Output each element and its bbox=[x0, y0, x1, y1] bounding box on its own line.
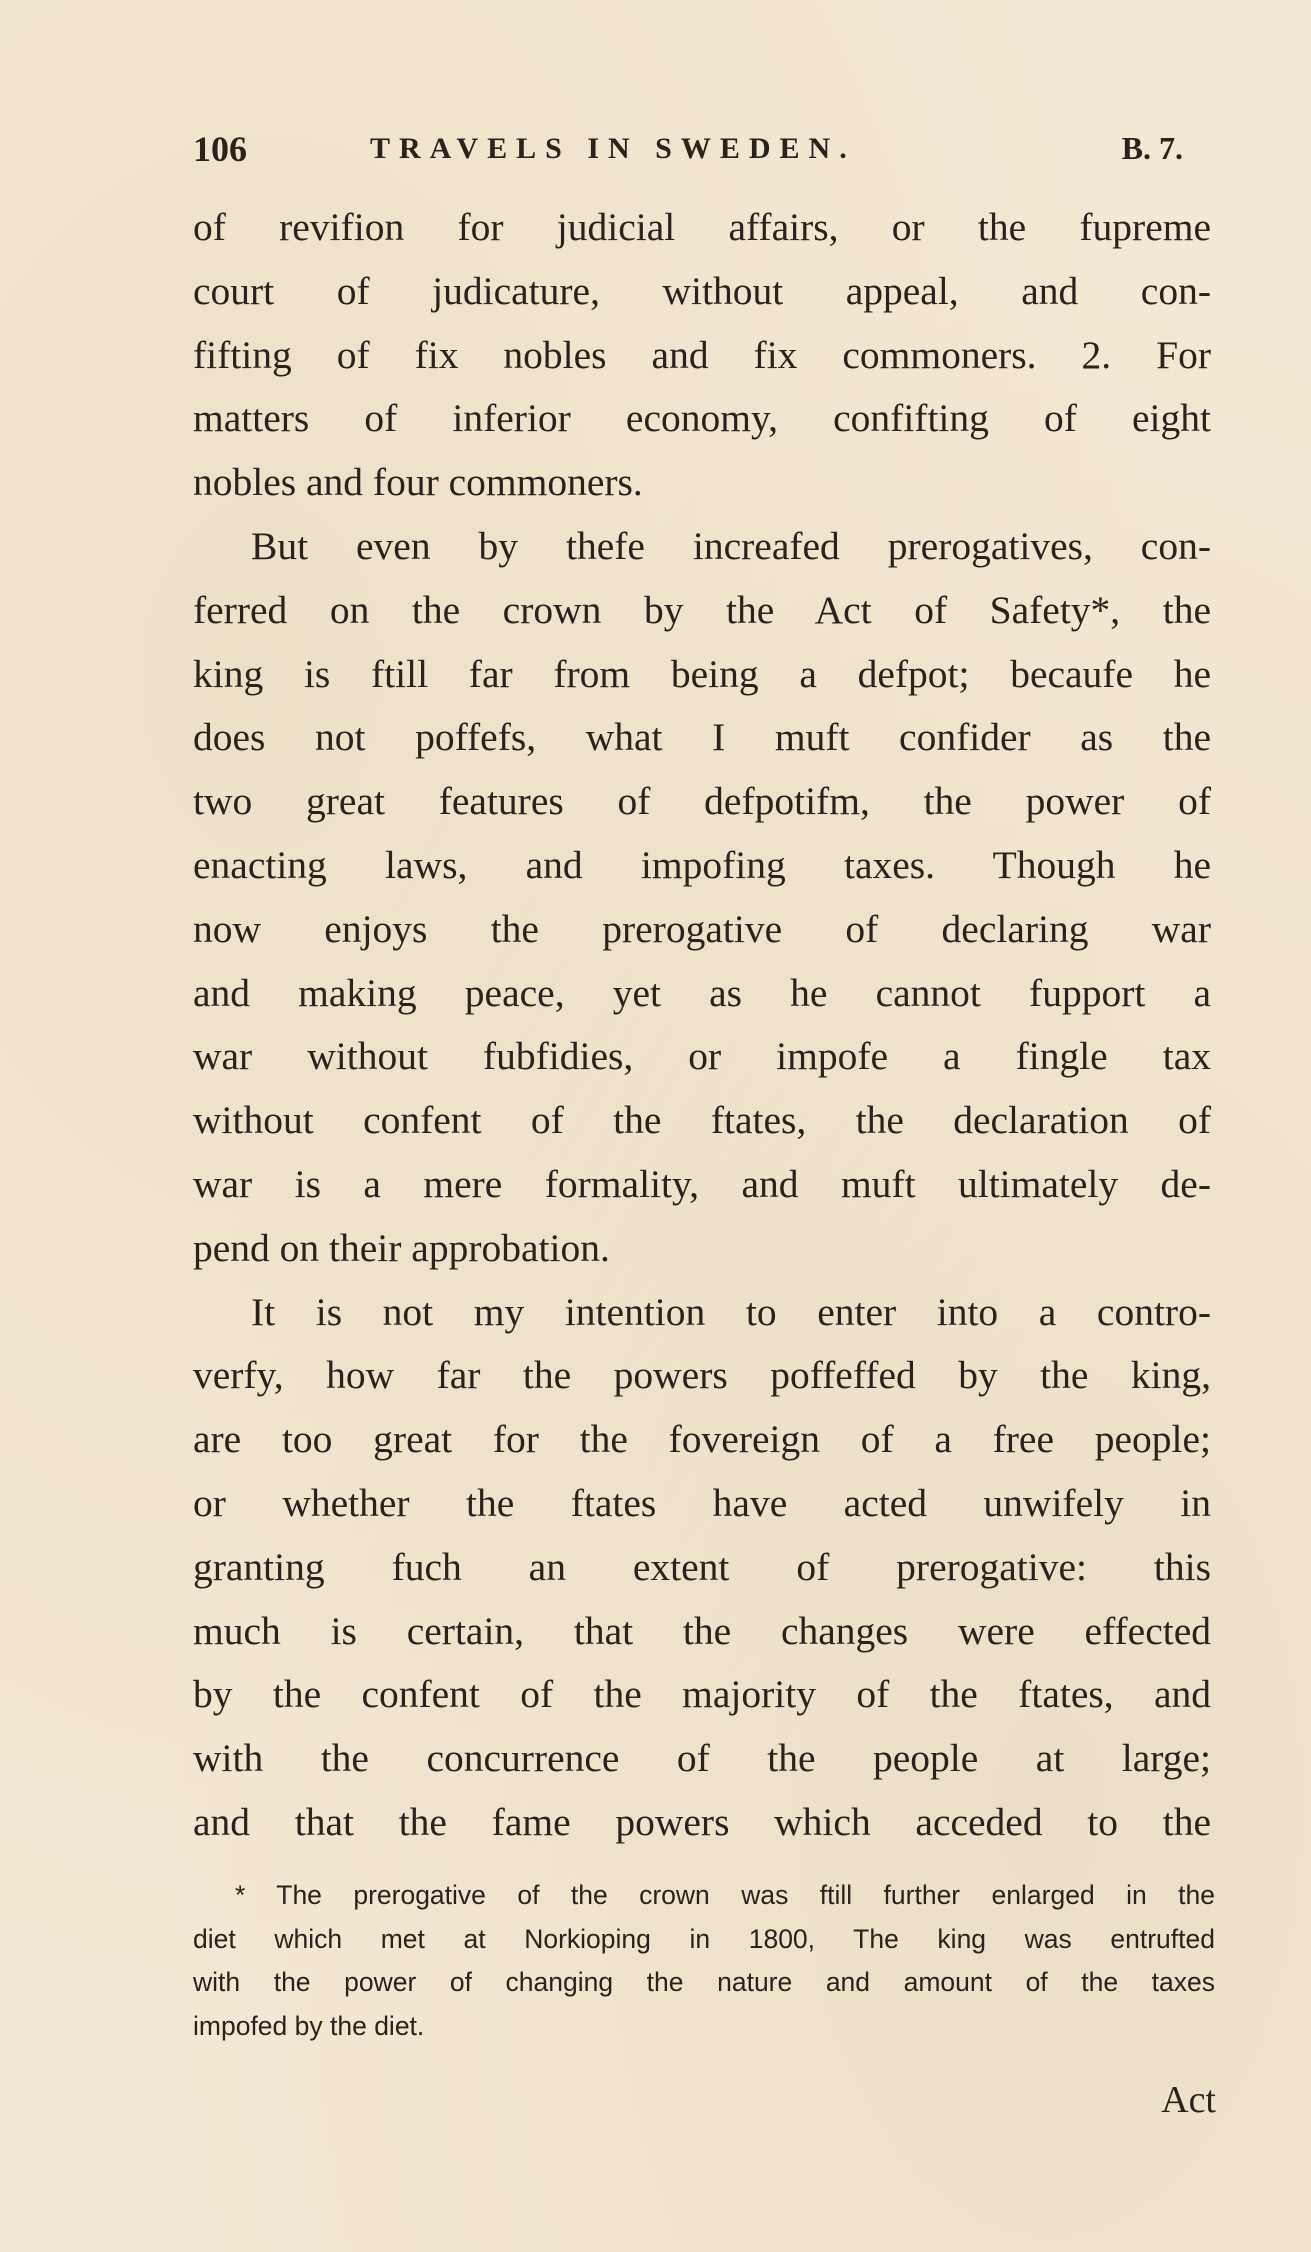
body-line: enacting laws, and impofing taxes. Though he bbox=[193, 842, 1211, 887]
body-line: by the confent of the majority of the ftates, and bbox=[193, 1672, 1211, 1717]
paragraph-start-line: But even by thefe increafed prerogatives, con- bbox=[251, 523, 1211, 568]
body-line: of revifion for judicial affairs, or the fupreme bbox=[193, 205, 1211, 249]
body-line: granting fuch an extent of prerogative: this bbox=[193, 1544, 1211, 1589]
body-line: court of judicature, without appeal, and con- bbox=[193, 268, 1211, 313]
body-line: fifting of fix nobles and fix commoners. 2. For bbox=[193, 332, 1211, 377]
page-number: 106 bbox=[193, 129, 247, 169]
body-text bbox=[193, 196, 1211, 1855]
body-line: verfy, how far the powers poffeffed by the king, bbox=[193, 1353, 1211, 1398]
body-line: king is ftill far from being a defpot; becaufe he bbox=[193, 651, 1211, 696]
footnote bbox=[193, 1874, 1215, 2048]
catchword: Act bbox=[1161, 2079, 1216, 2121]
body-line: or whether the ftates have acted unwifely in bbox=[193, 1480, 1211, 1525]
body-line: without confent of the ftates, the declaration of bbox=[193, 1098, 1211, 1143]
footnote-line: impofed by the diet. bbox=[193, 2010, 425, 2041]
body-line: does not poffefs, what I muft confider as the bbox=[193, 715, 1211, 760]
body-line: nobles and four commoners. bbox=[193, 460, 643, 505]
body-line: ferred on the crown by the Act of Safety*, the bbox=[193, 587, 1211, 632]
body-line: matters of inferior economy, confifting of eight bbox=[193, 396, 1211, 441]
footnote-line: * The prerogative of the crown was ftill further enlarged in the bbox=[235, 1880, 1215, 1910]
body-line: now enjoys the prerogative of declaring war bbox=[193, 906, 1211, 951]
body-line: and making peace, yet as he cannot fupport a bbox=[193, 970, 1211, 1015]
footnote-line: diet which met at Norkioping in 1800, The king was entrufted bbox=[193, 1923, 1215, 1954]
body-line: are too great for the fovereign of a free people; bbox=[193, 1417, 1211, 1462]
running-title: TRAVELS IN SWEDEN. bbox=[370, 132, 856, 165]
body-line: war without fubfidies, or impofe a fingle tax bbox=[193, 1034, 1211, 1079]
body-line: pend on their approbation. bbox=[193, 1225, 610, 1270]
body-line: two great features of defpotifm, the power of bbox=[193, 779, 1211, 824]
body-line: war is a mere formality, and muft ultimately de- bbox=[193, 1161, 1211, 1206]
body-line: much is certain, that the changes were effected bbox=[193, 1608, 1211, 1653]
body-line: with the concurrence of the people at large; bbox=[193, 1736, 1211, 1781]
paragraph-start-line: It is not my intention to enter into a contro- bbox=[251, 1289, 1211, 1334]
body-line: and that the fame powers which acceded to the bbox=[193, 1799, 1211, 1844]
footnote-line: with the power of changing the nature and amount of the taxes bbox=[193, 1967, 1215, 1997]
page-header bbox=[193, 128, 1183, 178]
book-reference: B. 7. bbox=[1121, 130, 1183, 166]
